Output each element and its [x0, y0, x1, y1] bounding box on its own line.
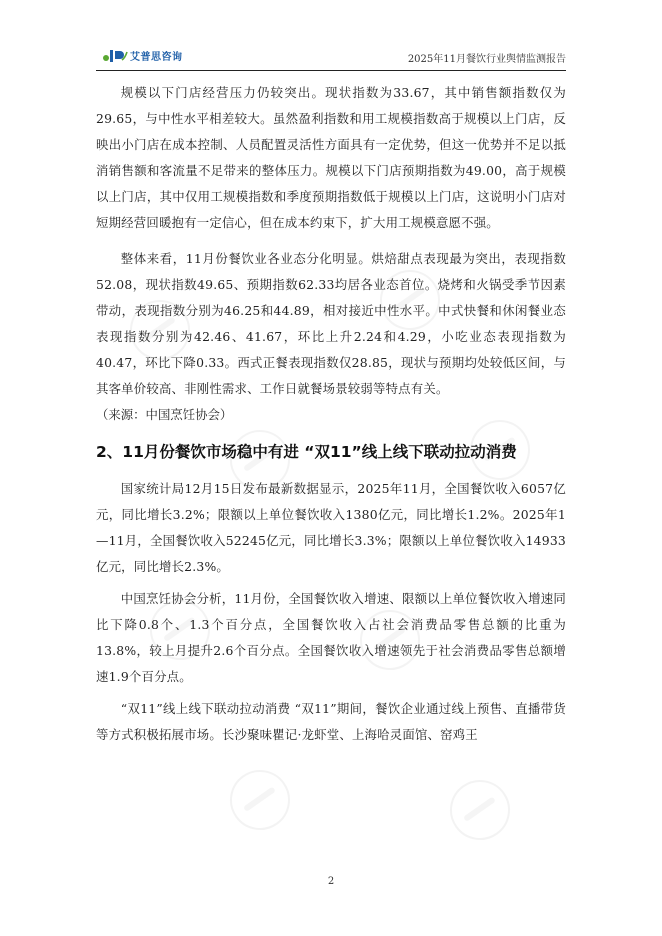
logo-text: 艾普思咨询	[130, 51, 183, 63]
paragraph: 国家统计局12月15日发布最新数据显示，2025年11月，全国餐饮收入6057亿元，同比增长3.2%；限额以上单位餐饮收入1380亿元，同比增长1.2%。2025年1—11月，全国餐饮收入52245亿元，同比增长3.3%；限额以上单位餐饮收入14933亿元，同比增长2.3%。	[96, 481, 566, 574]
paragraph: 规模以下门店经营压力仍较突出。现状指数为33.67，其中销售额指数仅为29.65，与中性水平相差较大。虽然盈利指数和用工规模指数高于规模以上门店，反映出小门店在成本控制、人员配置灵活性方面具有一定优势，但这一优势并不足以抵消销售额和客流量不足带来的整体压力。规模以下门店预期指数为49.00，高于规模以上门店，其中仅用工规模指数和季度预期指数低于规模以上门店，这说明小门店对短期经营回暖抱有一定信心，但在成本约束下，扩大用工规模意愿不强。	[96, 85, 566, 230]
paragraph: 中国烹饪协会分析，11月份，全国餐饮收入增速、限额以上单位餐饮收入增速同比下降0.8个、1.3个百分点，全国餐饮收入占社会消费品零售总额的比重为13.8%，较上月提升2.6个百分点。全国餐饮收入增速领先于社会消费品零售总额增速1.9个百分点。	[96, 591, 566, 684]
page-number: 2	[327, 876, 335, 887]
watermark-stamp	[218, 758, 302, 842]
report-title: 2025年11月餐饮行业舆情监测报告	[407, 54, 566, 65]
company-logo	[102, 46, 183, 64]
section-heading: 2、11月份餐饮市场稳中有进 “双11”线上线下联动拉动消费	[96, 443, 517, 461]
source-note: （来源：中国烹饪协会）	[96, 407, 233, 422]
paragraph: 整体来看，11月份餐饮业各业态分化明显。烘焙甜点表现最为突出，表现指数52.08，现状指数49.65、预期指数62.33均居各业态首位。烧烤和火锅受季节因素带动，表现指数分别为46.25和44.89，相对接近中性水平。中式快餐和休闲餐业态表现指数分别为42.46、41.67，环比上升2.24和4.29，小吃业态表现指数为40.47，环比下降0.33。西式正餐表现指数仅28.85，现状与预期均处较低区间，与其客单价较高、非刚性需求、工作日就餐场景较弱等特点有关。	[96, 251, 566, 396]
page-header	[96, 42, 566, 68]
page-content	[96, 80, 566, 748]
paragraph: “双11”线上线下联动拉动消费 “双11”期间，餐饮企业通过线上预售、直播带货等方式积极拓展市场。长沙聚味瞿记·龙虾堂、上海哈灵面馆、窑鸡王	[96, 701, 566, 742]
watermark-stamp	[438, 768, 522, 852]
header-divider	[96, 70, 566, 71]
logo-icon	[102, 46, 128, 64]
